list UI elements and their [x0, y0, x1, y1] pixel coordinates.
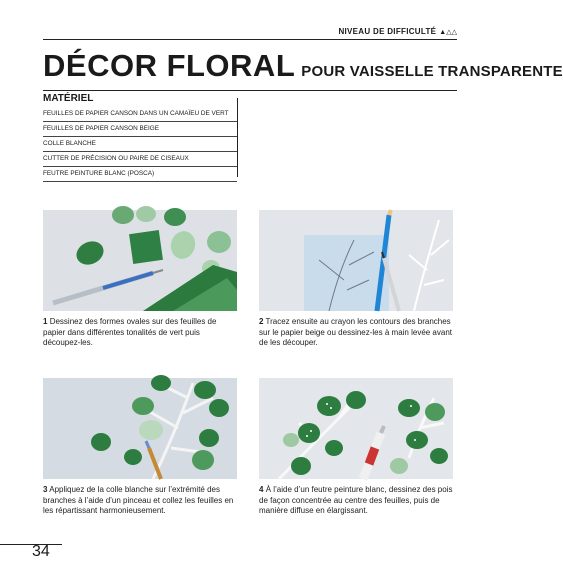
step-description: À l’aide d’un feutre peinture blanc, dessinez des pois de façon concentrée au centre des feuilles, puis de manière diffuse en élargissant.	[259, 485, 453, 515]
step-4-text	[259, 485, 455, 517]
step-description: Appliquez de la colle blanche sur l’extrémité des branches à l’aide d’un pinceau et collez les feuilles en les répartissant harmonieusement.	[43, 485, 234, 515]
materials-item: FEUTRE PEINTURE BLANC (POSCA)	[43, 167, 237, 182]
header-rule	[43, 39, 457, 40]
materials-item: COLLE BLANCHE	[43, 137, 237, 152]
materials-item: FEUILLES DE PAPIER CANSON BEIGE	[43, 122, 237, 137]
step-1-photo	[43, 210, 237, 311]
difficulty-label: NIVEAU DE DIFFICULTÉ	[338, 27, 437, 36]
page-number: 34	[32, 543, 50, 560]
page-title	[43, 48, 563, 84]
materials-item: CUTTER DE PRÉCISION OU PAIRE DE CISEAUX	[43, 152, 237, 167]
materials-list	[43, 107, 237, 182]
materials-bracket	[237, 98, 238, 177]
title-sub: POUR VAISSELLE TRANSPARENTE	[301, 63, 563, 80]
step-1-text	[43, 317, 239, 349]
materials-title: MATÉRIEL	[43, 93, 94, 104]
step-number: 4	[259, 485, 264, 494]
step-3-text	[43, 485, 239, 517]
difficulty-rating: ▲△△	[439, 29, 457, 36]
page-number-rule	[0, 544, 62, 545]
step-description: Tracez ensuite au crayon les contours des branches sur le papier beige ou dessinez-les à main levée avant de les découper.	[259, 317, 453, 347]
step-number: 1	[43, 317, 48, 326]
step-4-photo	[259, 378, 453, 479]
materials-rule	[43, 90, 457, 91]
step-number: 3	[43, 485, 48, 494]
step-3-photo	[43, 378, 237, 479]
step-2-photo	[259, 210, 453, 311]
difficulty-indicator	[338, 27, 457, 36]
materials-item: FEUILLES DE PAPIER CANSON DANS UN CAMAÏEU DE VERT	[43, 107, 237, 122]
step-description: Dessinez des formes ovales sur des feuilles de papier dans différentes tonalités de vert puis découpez-les.	[43, 317, 217, 347]
step-2-text	[259, 317, 455, 349]
title-main: DÉCOR FLORAL	[43, 48, 296, 83]
step-number: 2	[259, 317, 264, 326]
